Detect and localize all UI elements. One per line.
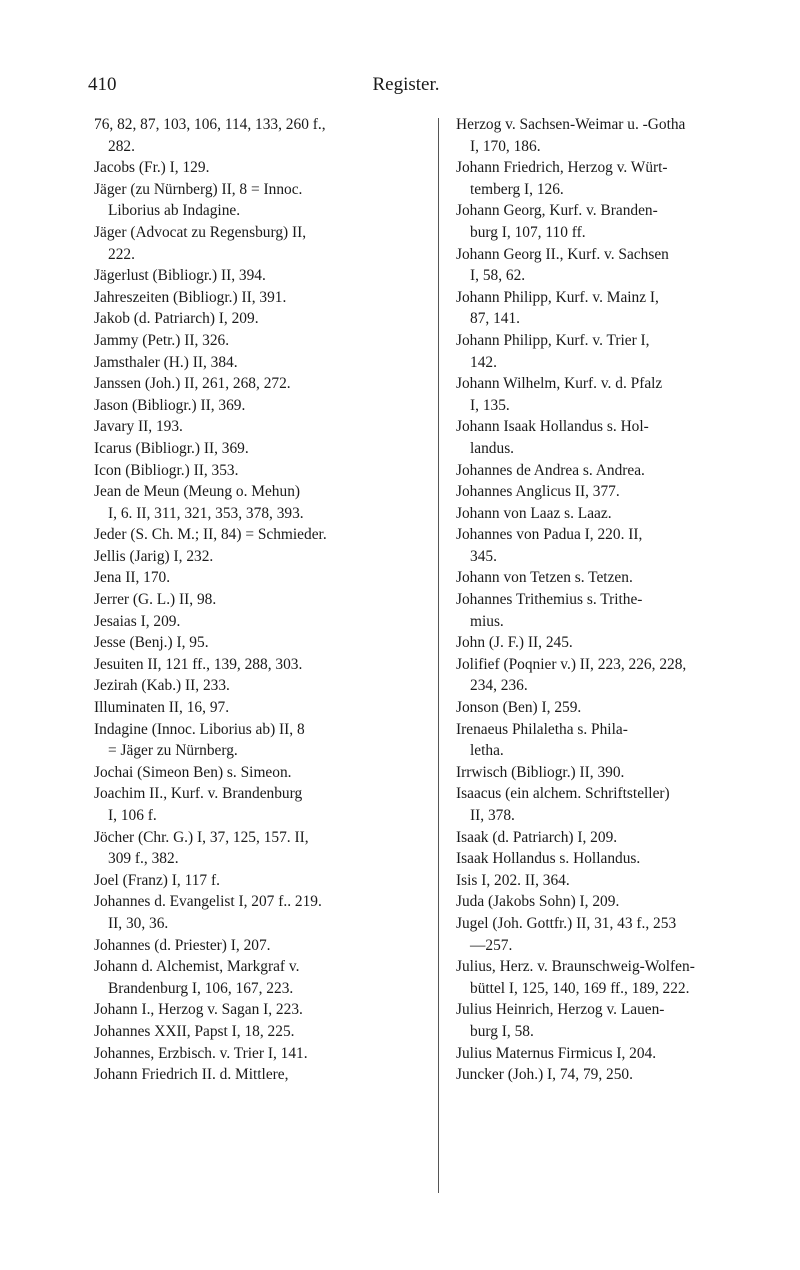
index-entry-line: Janssen (Joh.) II, 261, 268, 272. (94, 375, 291, 393)
index-entry (456, 373, 770, 416)
index-entry (94, 632, 408, 654)
index-entry-line: = Jäger zu Nürnberg. (108, 742, 238, 760)
index-entry-line: Joel (Franz) I, 117 f. (94, 871, 220, 889)
index-entry-line: Jacobs (Fr.) I, 129. (94, 159, 210, 177)
index-entry (94, 395, 408, 417)
index-entry (456, 503, 770, 525)
index-entry-line: Johann Friedrich II. d. Mittlere, (94, 1066, 289, 1084)
index-entry-line: Isaak Hollandus s. Hollandus. (456, 850, 641, 868)
index-entry-line: Isaak (d. Patriarch) I, 209. (456, 828, 618, 846)
index-entry (94, 352, 408, 374)
index-entry (456, 654, 770, 697)
index-entry-line: burg I, 58. (470, 1022, 534, 1040)
index-entry (94, 762, 408, 784)
index-entry-line: Jöcher (Chr. G.) I, 37, 125, 157. II, (94, 828, 309, 846)
index-entry (94, 999, 408, 1021)
index-entry-line: Julius Heinrich, Herzog v. Lauen- (456, 1001, 665, 1019)
index-entry-line: Jakob (d. Patriarch) I, 209. (94, 310, 259, 328)
index-entry-line: Johann Wilhelm, Kurf. v. d. Pfalz (456, 375, 663, 393)
index-entry (94, 956, 408, 999)
index-entry (456, 762, 770, 784)
index-entry (456, 719, 770, 762)
index-entry (456, 783, 770, 826)
column-divider (438, 118, 439, 1193)
index-entry-line: I, 170, 186. (470, 137, 541, 155)
index-entry-line: Johannes Trithemius s. Trithe- (456, 591, 643, 609)
index-entry-line: Joachim II., Kurf. v. Brandenburg (94, 785, 303, 803)
index-entry-line: Johannes, Erzbisch. v. Trier I, 141. (94, 1044, 308, 1062)
index-entry-line: Juncker (Joh.) I, 74, 79, 250. (456, 1066, 633, 1084)
index-entry-line: Johannes von Padua I, 220. II, (456, 526, 643, 544)
index-entry (456, 848, 770, 870)
index-entry (456, 200, 770, 243)
index-entry (456, 460, 770, 482)
index-entry-line: 234, 236. (470, 677, 528, 695)
index-entry (94, 1043, 408, 1065)
index-entry-line: Jean de Meun (Meung o. Mehun) (94, 483, 301, 501)
index-entry (456, 1064, 770, 1086)
index-entry-line: I, 6. II, 311, 321, 353, 378, 393. (108, 504, 304, 522)
index-entry (94, 654, 408, 676)
index-entry (456, 913, 770, 956)
index-entry (456, 1043, 770, 1065)
index-entry-line: Johann I., Herzog v. Sagan I, 223. (94, 1001, 303, 1019)
index-entry-line: Jerrer (G. L.) II, 98. (94, 591, 217, 609)
index-entry-line: II, 30, 36. (108, 914, 169, 932)
index-entry-line: Javary II, 193. (94, 418, 183, 436)
index-entry-line: Jonson (Ben) I, 259. (456, 699, 582, 717)
index-entry-line: Johann von Laaz s. Laaz. (456, 504, 612, 522)
index-entry (456, 956, 770, 999)
page-number: 410 (88, 74, 117, 95)
index-entry-line: landus. (470, 439, 515, 457)
index-entry (456, 589, 770, 632)
index-entry-line: Johann Georg, Kurf. v. Branden- (456, 202, 658, 220)
index-entry-line: John (J. F.) II, 245. (456, 634, 573, 652)
index-entry-line: Johann von Tetzen s. Tetzen. (456, 569, 633, 587)
index-entry (94, 675, 408, 697)
index-entry-line: Jezirah (Kab.) II, 233. (94, 677, 230, 695)
index-entry (94, 157, 408, 179)
index-entry (456, 870, 770, 892)
index-entry (456, 244, 770, 287)
index-entry (456, 481, 770, 503)
index-entry-line: 222. (108, 245, 135, 263)
index-entry (94, 719, 408, 762)
index-entry-line: Indagine (Innoc. Liborius ab) II, 8 (94, 720, 305, 738)
index-entry-line: 76, 82, 87, 103, 106, 114, 133, 260 f., (94, 116, 326, 133)
index-entry-line: Johann Philipp, Kurf. v. Mainz I, (456, 288, 659, 306)
index-entry-line: Jochai (Simeon Ben) s. Simeon. (94, 763, 292, 781)
index-entry (456, 524, 770, 567)
index-entry-line: Johann Friedrich, Herzog v. Würt- (456, 159, 668, 177)
index-entry-line: Julius, Herz. v. Braunschweig-Wolfen- (456, 958, 695, 976)
index-entry-line: I, 58, 62. (470, 267, 526, 285)
index-column-right (456, 114, 770, 1086)
index-entry (94, 827, 408, 870)
index-entry-line: Jason (Bibliogr.) II, 369. (94, 396, 246, 414)
index-entry (94, 935, 408, 957)
index-entry-line: Jammy (Petr.) II, 326. (94, 331, 230, 349)
index-entry-line: Johann Isaak Hollandus s. Hol- (456, 418, 649, 436)
index-entry-line: Herzog v. Sachsen-Weimar u. -Gotha (456, 116, 686, 133)
index-entry-line: Jesse (Benj.) I, 95. (94, 634, 209, 652)
index-entry-line: Johannes XXII, Papst I, 18, 225. (94, 1022, 295, 1040)
index-entry-line: Brandenburg I, 106, 167, 223. (108, 979, 294, 997)
index-entry-line: —257. (470, 936, 513, 954)
index-entry (94, 330, 408, 352)
index-entry (456, 157, 770, 200)
index-entry (94, 891, 408, 934)
index-entry-line: 345. (470, 547, 497, 565)
index-entry (94, 416, 408, 438)
index-entry (94, 438, 408, 460)
index-entry (94, 611, 408, 633)
index-entry-line: Johannes Anglicus II, 377. (456, 483, 620, 501)
index-entry-line: Jesuiten II, 121 ff., 139, 288, 303. (94, 655, 303, 673)
index-entry-line: Jesaias I, 209. (94, 612, 181, 630)
index-entry (456, 114, 770, 157)
index-entry-line: 87, 141. (470, 310, 521, 328)
index-entry-line: Jena II, 170. (94, 569, 171, 587)
index-entry-line: Juda (Jakobs Sohn) I, 209. (456, 893, 620, 911)
index-entry-line: Johannes (d. Priester) I, 207. (94, 936, 271, 954)
index-entry (94, 373, 408, 395)
index-entry-line: Liborius ab Indagine. (108, 202, 241, 220)
index-entry (94, 481, 408, 524)
page-title: Register. (372, 74, 440, 95)
index-entry-line: Icon (Bibliogr.) II, 353. (94, 461, 239, 479)
index-entry-line: II, 378. (470, 807, 515, 824)
index-entry (456, 416, 770, 459)
index-entry-line: 309 f., 382. (108, 850, 179, 868)
index-entry (94, 546, 408, 568)
index-entry (456, 697, 770, 719)
index-entry-line: Icarus (Bibliogr.) II, 369. (94, 439, 249, 457)
index-entry-line: temberg I, 126. (470, 180, 564, 198)
index-entry-line: büttel I, 125, 140, 169 ff., 189, 222. (470, 979, 690, 997)
index-entry-line: Johann Georg II., Kurf. v. Sachsen (456, 245, 669, 263)
index-entry-line: I, 106 f. (108, 807, 157, 824)
index-entry-line: Johann d. Alchemist, Markgraf v. (94, 958, 300, 976)
index-entry-line: Jäger (zu Nürnberg) II, 8 = Innoc. (94, 180, 303, 198)
index-entry (456, 632, 770, 654)
index-entry (94, 179, 408, 222)
index-entry-line: burg I, 107, 110 ff. (470, 223, 586, 241)
index-entry (94, 308, 408, 330)
index-entry-line: Isis I, 202. II, 364. (456, 871, 570, 889)
index-entry (94, 265, 408, 287)
index-entry (94, 567, 408, 589)
index-entry-line: 142. (470, 353, 497, 371)
index-entry-line: mius. (470, 612, 504, 630)
index-entry-line: Isaacus (ein alchem. Schriftsteller) (456, 785, 670, 803)
index-entry-line: Illuminaten II, 16, 97. (94, 699, 230, 717)
index-entry (94, 870, 408, 892)
index-entry-line: Jolifief (Poqnier v.) II, 223, 226, 228, (456, 655, 687, 673)
index-entry-line: 282. (108, 137, 135, 155)
index-entry (94, 783, 408, 826)
index-entry-line: Jägerlust (Bibliogr.) II, 394. (94, 267, 266, 285)
index-entry (456, 287, 770, 330)
index-entry (94, 1021, 408, 1043)
index-entry-line: Johann Philipp, Kurf. v. Trier I, (456, 331, 650, 349)
index-entry-line: Julius Maternus Firmicus I, 204. (456, 1044, 657, 1062)
index-entry (456, 827, 770, 849)
index-entry-line: Jellis (Jarig) I, 232. (94, 547, 214, 565)
index-entry-line: Johannes d. Evangelist I, 207 f.. 219. (94, 893, 322, 911)
index-entry (94, 589, 408, 611)
index-entry (94, 524, 408, 546)
index-entry (94, 1064, 408, 1086)
index-column-left (94, 114, 408, 1086)
index-entry (94, 114, 408, 157)
index-entry-line: Johannes de Andrea s. Andrea. (456, 461, 645, 479)
index-entry (94, 697, 408, 719)
index-entry (456, 330, 770, 373)
index-entry (456, 891, 770, 913)
index-entry (94, 287, 408, 309)
running-header (88, 74, 724, 106)
index-entry (94, 460, 408, 482)
index-entry-line: Jamsthaler (H.) II, 384. (94, 353, 238, 371)
index-entry-line: Jahreszeiten (Bibliogr.) II, 391. (94, 288, 287, 306)
index-entry-line: letha. (470, 742, 504, 760)
index-entry-line: Jeder (S. Ch. M.; II, 84) = Schmieder. (94, 526, 327, 544)
index-entry-line: I, 135. (470, 396, 510, 414)
index-entry-line: Jäger (Advocat zu Regensburg) II, (94, 223, 307, 241)
index-entry (94, 222, 408, 265)
index-entry (456, 999, 770, 1042)
index-entry-line: Jugel (Joh. Gottfr.) II, 31, 43 f., 253 (456, 914, 677, 932)
index-entry (456, 567, 770, 589)
index-entry-line: Irenaeus Philaletha s. Phila- (456, 720, 628, 738)
index-entry-line: Irrwisch (Bibliogr.) II, 390. (456, 763, 625, 781)
